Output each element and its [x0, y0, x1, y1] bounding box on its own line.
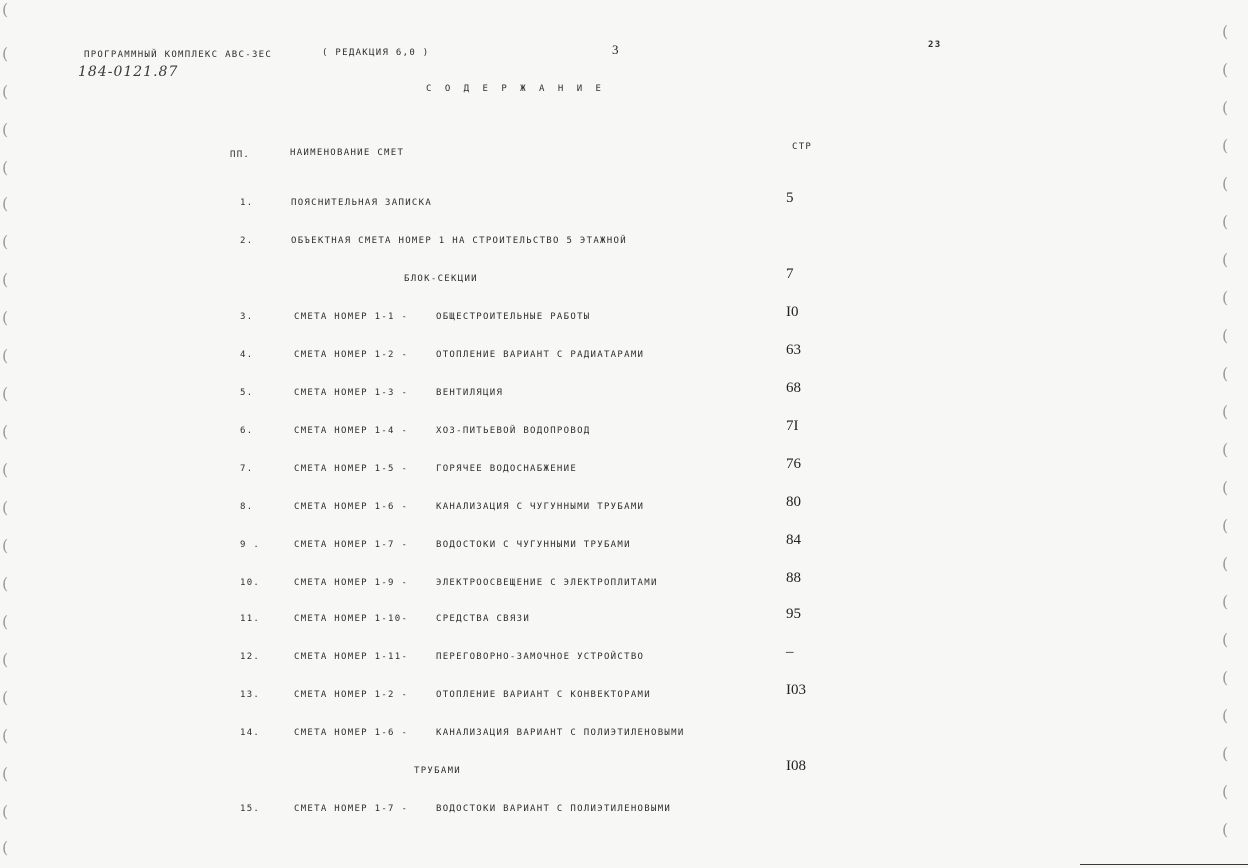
bottom-edge-line: [1080, 864, 1248, 865]
edition-label: ( РЕДАКЦИЯ 6,0 ): [322, 48, 430, 58]
perforation-hole: (: [1222, 364, 1229, 383]
perforation-hole: (: [2, 802, 9, 821]
perforation-hole: (: [1222, 60, 1229, 79]
perforation-hole: (: [1222, 744, 1229, 763]
item-page: I08: [786, 758, 806, 774]
perforation-hole: (: [2, 120, 9, 139]
perforation-hole: (: [1222, 592, 1229, 611]
perforation-hole: (: [1222, 554, 1229, 573]
item-number: 6.: [240, 426, 254, 436]
perforation-hole: (: [1222, 22, 1229, 41]
item-smeta-code: СМЕТА НОМЕР 1-10-: [294, 614, 409, 624]
item-number: 9 .: [240, 540, 261, 550]
item-number: 10.: [240, 578, 261, 588]
item-name: ТРУБАМИ: [414, 766, 462, 776]
perforation-hole: (: [2, 726, 9, 745]
contents-row: [0, 728, 1248, 748]
item-name: ПОЯСНИТЕЛЬНАЯ ЗАПИСКА: [291, 198, 433, 208]
item-smeta-code: СМЕТА НОМЕР 1-3 -: [294, 388, 409, 398]
item-number: 14.: [240, 728, 261, 738]
item-name: ВОДОСТОКИ С ЧУГУННЫМИ ТРУБАМИ: [436, 540, 631, 550]
item-smeta-code: СМЕТА НОМЕР 1-2 -: [294, 350, 409, 360]
perforation-hole: (: [2, 270, 9, 289]
item-name: КАНАЛИЗАЦИЯ С ЧУГУННЫМИ ТРУБАМИ: [436, 502, 645, 512]
column-header-page: СТР: [792, 142, 813, 152]
perforation-hole: (: [2, 194, 9, 213]
item-smeta-code: СМЕТА НОМЕР 1-2 -: [294, 690, 409, 700]
item-number: 11.: [240, 614, 261, 624]
perforation-hole: (: [2, 650, 9, 669]
item-number: 8.: [240, 502, 254, 512]
item-page: 7: [786, 266, 794, 282]
item-page: 95: [786, 606, 801, 622]
item-name: ПЕРЕГОВОРНО-ЗАМОЧНОЕ УСТРОЙСТВО: [436, 652, 645, 662]
item-number: 15.: [240, 804, 261, 814]
contents-row: [0, 644, 1248, 672]
item-number: 12.: [240, 652, 261, 662]
item-name: БЛОК-СЕКЦИИ: [404, 274, 478, 284]
item-number: 5.: [240, 388, 254, 398]
perforation-hole: (: [2, 764, 9, 783]
perforation-hole: (: [2, 838, 9, 857]
item-page: –: [786, 644, 794, 660]
perforation-hole: (: [1222, 402, 1229, 421]
perforation-hole: (: [1222, 288, 1229, 307]
item-name: ВОДОСТОКИ ВАРИАНТ С ПОЛИЭТИЛЕНОВЫМИ: [436, 804, 672, 814]
item-page: 63: [786, 342, 801, 358]
item-name: ОБЪЕКТНАЯ СМЕТА НОМЕР 1 НА СТРОИТЕЛЬСТВО 5 ЭТАЖНОЙ: [291, 236, 627, 246]
perforation-hole: (: [2, 688, 9, 707]
item-number: 2.: [240, 236, 254, 246]
perforation-hole: (: [1222, 630, 1229, 649]
item-smeta-code: СМЕТА НОМЕР 1-9 -: [294, 578, 409, 588]
item-name: ОБЩЕСТРОИТЕЛЬНЫЕ РАБОТЫ: [436, 312, 591, 322]
item-name: КАНАЛИЗАЦИЯ ВАРИАНТ С ПОЛИЭТИЛЕНОВЫМИ: [436, 728, 685, 738]
perforation-hole: (: [2, 346, 9, 365]
item-name: ЭЛЕКТРООСВЕЩЕНИЕ С ЭЛЕКТРОПЛИТАМИ: [436, 578, 658, 588]
perforation-hole: (: [2, 82, 9, 101]
item-number: 7.: [240, 464, 254, 474]
perforation-hole: (: [1222, 820, 1229, 839]
perforation-hole: (: [2, 422, 9, 441]
item-page: 5: [786, 190, 794, 206]
item-page: I0: [786, 304, 799, 320]
perforation-hole: (: [2, 536, 9, 555]
column-header-name: НАИМЕНОВАНИЕ СМЕТ: [290, 148, 405, 158]
item-page: 88: [786, 570, 801, 586]
item-smeta-code: СМЕТА НОМЕР 1-6 -: [294, 502, 409, 512]
item-number: 1.: [240, 198, 254, 208]
item-page: 7I: [786, 418, 799, 434]
perforation-hole: (: [1222, 174, 1229, 193]
perforation-hole: (: [2, 612, 9, 631]
perforation-hole: (: [1222, 250, 1229, 269]
perforation-hole: (: [1222, 326, 1229, 345]
item-smeta-code: СМЕТА НОМЕР 1-5 -: [294, 464, 409, 474]
perforation-hole: (: [2, 232, 9, 251]
perforation-hole: (: [2, 308, 9, 327]
perforation-hole: (: [2, 158, 9, 177]
column-header-number: ПП.: [230, 150, 251, 160]
item-number: 4.: [240, 350, 254, 360]
perforation-hole: (: [1222, 782, 1229, 801]
handwritten-code: 184-0121.87: [78, 64, 179, 80]
perforation-hole: (: [2, 384, 9, 403]
item-smeta-code: СМЕТА НОМЕР 1-7 -: [294, 540, 409, 550]
contents-row: [0, 570, 1248, 598]
perforation-hole: (: [1222, 440, 1229, 459]
item-name: СРЕДСТВА СВЯЗИ: [436, 614, 531, 624]
item-page: 76: [786, 456, 801, 472]
perforation-hole: (: [1222, 706, 1229, 725]
contents-row: [0, 342, 1248, 370]
program-name: ПРОГРАММНЫЙ КОМПЛЕКС АВС-3ЕС: [84, 50, 273, 60]
contents-row: [0, 682, 1248, 710]
item-smeta-code: СМЕТА НОМЕР 1-6 -: [294, 728, 409, 738]
item-name: ХОЗ-ПИТЬЕВОЙ ВОДОПРОВОД: [436, 426, 591, 436]
perforation-hole: (: [1222, 478, 1229, 497]
contents-row: [0, 190, 1248, 218]
item-number: 13.: [240, 690, 261, 700]
item-smeta-code: СМЕТА НОМЕР 1-11-: [294, 652, 409, 662]
contents-row: [0, 456, 1248, 484]
item-name: ОТОПЛЕНИЕ ВАРИАНТ С РАДИАТАРАМИ: [436, 350, 645, 360]
perforation-hole: (: [2, 498, 9, 517]
perforation-hole: (: [2, 574, 9, 593]
page-marker: 3: [612, 42, 619, 57]
contents-row: [0, 494, 1248, 522]
perforation-hole: (: [2, 460, 9, 479]
contents-row: [0, 606, 1248, 634]
item-page: I03: [786, 682, 806, 698]
item-name: ОТОПЛЕНИЕ ВАРИАНТ С КОНВЕКТОРАМИ: [436, 690, 651, 700]
item-number: 3.: [240, 312, 254, 322]
item-smeta-code: СМЕТА НОМЕР 1-7 -: [294, 804, 409, 814]
contents-row: [0, 758, 1248, 786]
perforation-hole: (: [1222, 136, 1229, 155]
item-page: 80: [786, 494, 801, 510]
contents-row: [0, 304, 1248, 332]
perforation-hole: (: [1222, 516, 1229, 535]
perforation-hole: (: [2, 0, 9, 19]
perforation-hole: (: [1222, 212, 1229, 231]
item-page: 84: [786, 532, 801, 548]
contents-row: [0, 804, 1248, 824]
contents-row: [0, 532, 1248, 560]
sheet-number: 23: [928, 40, 942, 50]
contents-row: [0, 266, 1248, 294]
contents-row: [0, 380, 1248, 408]
perforation-hole: (: [1222, 668, 1229, 687]
perforation-hole: (: [1222, 98, 1229, 117]
contents-row: [0, 236, 1248, 256]
document-title: С О Д Е Р Ж А Н И Е: [426, 84, 605, 94]
item-name: ВЕНТИЛЯЦИЯ: [436, 388, 504, 398]
item-smeta-code: СМЕТА НОМЕР 1-1 -: [294, 312, 409, 322]
perforation-hole: (: [2, 44, 9, 63]
item-smeta-code: СМЕТА НОМЕР 1-4 -: [294, 426, 409, 436]
item-page: 68: [786, 380, 801, 396]
contents-row: [0, 418, 1248, 446]
item-name: ГОРЯЧЕЕ ВОДОСНАБЖЕНИЕ: [436, 464, 578, 474]
